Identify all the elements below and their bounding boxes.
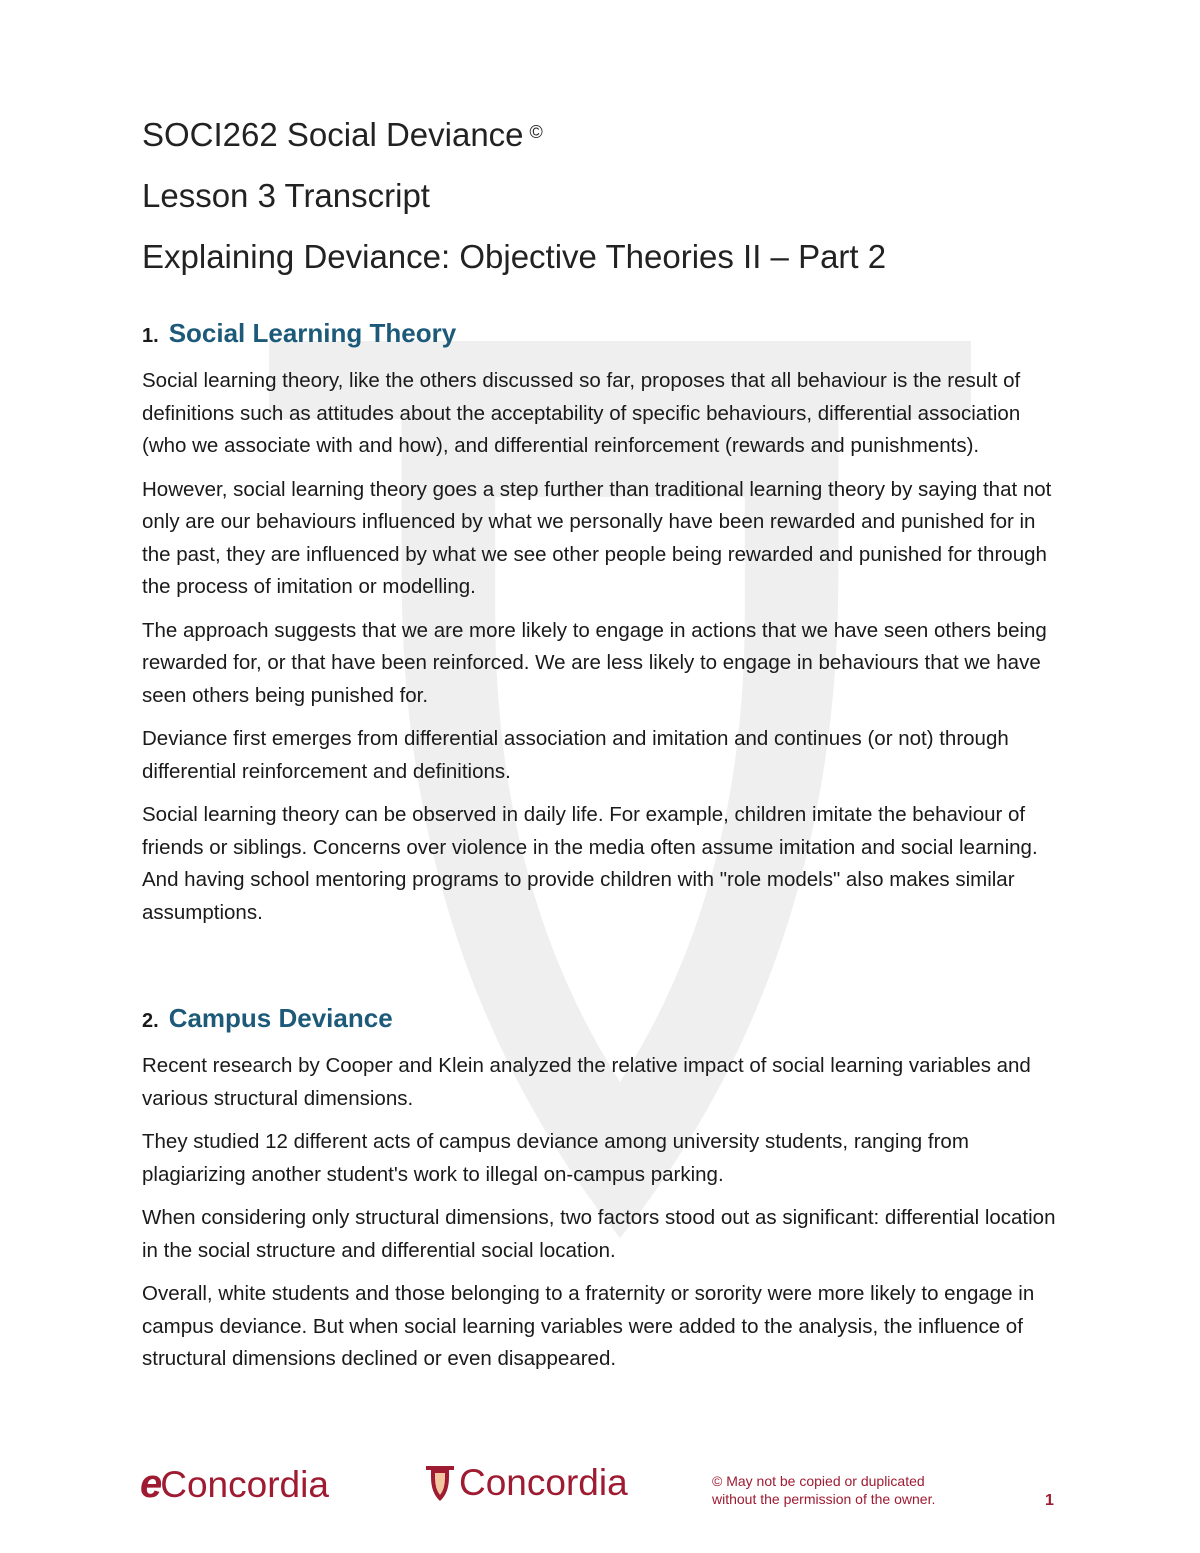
lesson-subtitle: Explaining Deviance: Objective Theories II – Part 2 xyxy=(142,238,887,275)
paragraph: Deviance first emerges from differential association and imitation and continues (or not) through differential reinforcement and definitions. xyxy=(142,727,1009,783)
paragraph: Overall, white students and those belonging to a fraternity or sorority were more likely to engage in campus deviance. But when social learning variables were added to the analysis, the influence of structural dimensions declined or even disappeared. xyxy=(142,1282,1035,1370)
section-number: 2. xyxy=(142,1010,159,1032)
course-title: SOCI262 Social Deviance © xyxy=(142,116,543,153)
logo-e-mark: e xyxy=(140,1462,163,1506)
section-heading: 1. Social Learning Theory xyxy=(142,318,457,348)
lesson-title: Lesson 3 Transcript xyxy=(142,177,430,214)
paragraph: They studied 12 different acts of campus deviance among university students, ranging from plagiarizing another student's work to illegal on-campus parking. xyxy=(142,1130,969,1186)
paragraph: Social learning theory, like the others discussed so far, proposes that all behaviour is the result of definitions such as attitudes about the acceptability of specific behaviours, differential association (who we associate with and how), and differential reinforcement (rewards and punishments). xyxy=(142,369,1021,457)
page-footer xyxy=(0,1462,1200,1522)
concordia-logo: Concordia xyxy=(425,1462,628,1504)
paragraph: The approach suggests that we are more likely to engage in actions that we have seen others being rewarded for, or that have been reinforced. We are less likely to engage in behaviours that we have seen others being punished for. xyxy=(142,618,1047,707)
section-social-learning-theory xyxy=(142,318,1062,940)
copyright-notice: © May not be copied or duplicated without the permission of the owner. xyxy=(712,1473,936,1507)
section-heading: 2. Campus Deviance xyxy=(142,1003,393,1033)
paragraph: When considering only structural dimensions, two factors stood out as significant: differential location in the social structure and differential social location. xyxy=(142,1206,1056,1262)
paragraph: Recent research by Cooper and Klein analyzed the relative impact of social learning variables and various structural dimensions. xyxy=(142,1054,1031,1110)
section-campus-deviance xyxy=(142,1003,1062,1387)
copyright-symbol: © xyxy=(529,122,543,142)
paragraph: Social learning theory can be observed in daily life. For example, children imitate the behaviour of friends or siblings. Concerns over violence in the media often assume imitation and social learning. And having school mentoring programs to provide children with "role models" also makes similar assumptions. xyxy=(142,803,1038,924)
page-number: 1 xyxy=(1045,1492,1054,1509)
concordia-shield-icon xyxy=(425,1463,455,1503)
paragraph: However, social learning theory goes a step further than traditional learning theory by saying that not only are our behaviours influenced by what we personally have been rewarded and punished for in the past, they are influenced by what we see other people being rewarded and punished for through the process of imitation or modelling. xyxy=(142,477,1052,598)
econcordia-logo: e Concordia xyxy=(140,1462,329,1506)
section-number: 1. xyxy=(142,325,159,347)
